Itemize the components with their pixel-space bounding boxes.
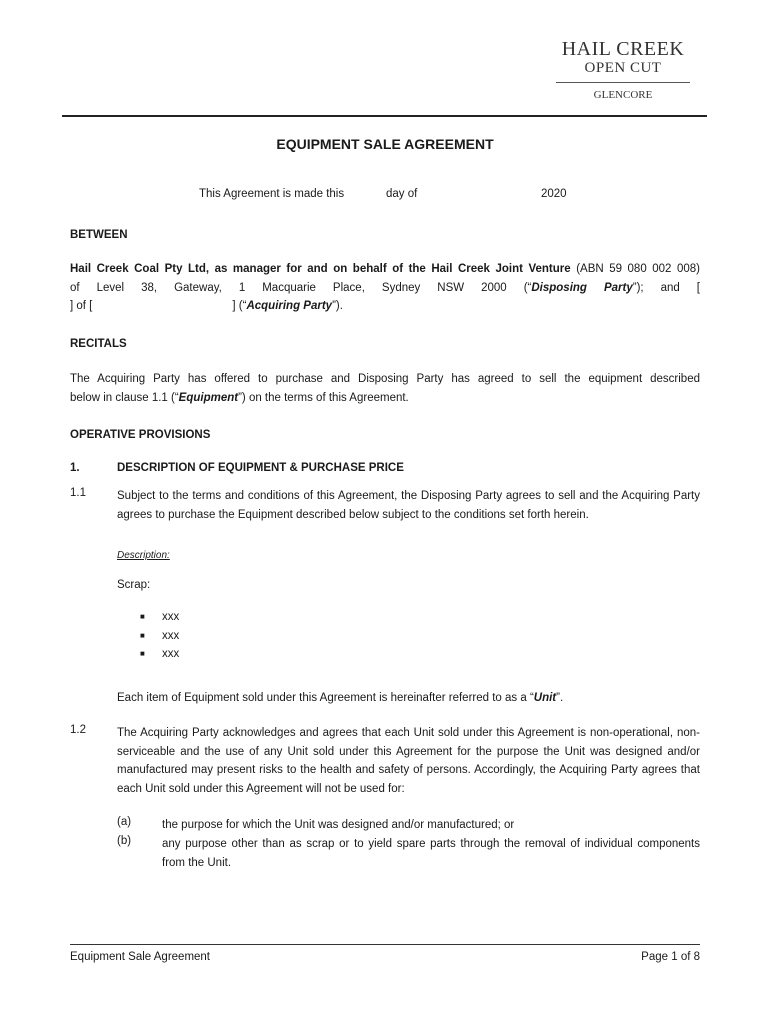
list-item-text: xxx [162, 629, 180, 642]
clause-1-1-number: 1.1 [70, 487, 86, 499]
quote-open: ] (“ [232, 300, 247, 312]
bullet-icon: ■ [140, 630, 145, 640]
abn: (ABN 59 080 002 008) [576, 263, 700, 275]
between-heading: BETWEEN [70, 229, 128, 241]
day-of-text: day of [386, 188, 418, 200]
document-title: EQUIPMENT SALE AGREEMENT [276, 136, 494, 152]
recitals-text-end: ”) on the terms of this Agreement. [238, 391, 409, 404]
unit-definition [117, 692, 563, 704]
parties-paragraph [70, 260, 700, 316]
equipment-term: Equipment [178, 391, 239, 404]
clause-1-2-a-label: (a) [117, 816, 132, 828]
made-this-text: This Agreement is made this [199, 188, 345, 200]
footer-page-number: Page 1 of 8 [641, 951, 700, 963]
clause-1-2-b-label: (b) [117, 835, 132, 847]
footer-document-name: Equipment Sale Agreement [70, 951, 211, 963]
scrap-label: Scrap: [117, 579, 151, 591]
footer-rule [70, 944, 700, 945]
acquiring-party-term: Acquiring Party [246, 300, 333, 312]
recitals-text-start: below in clause 1.1 (“ [70, 391, 179, 404]
recitals-heading: RECITALS [70, 338, 127, 350]
logo-line-3: GLENCORE [593, 89, 653, 101]
of-text: ] of [ [70, 300, 93, 312]
clause-1-2-number: 1.2 [70, 724, 86, 736]
clause-1-2-a-text: the purpose for which the Unit was designed and/or manufactured; or [162, 819, 515, 831]
operative-heading: OPERATIVE PROVISIONS [70, 429, 211, 441]
and-text: ”); and [ [632, 281, 700, 294]
address-text: of Level 38, Gateway, 1 Macquarie Place, Sydney NSW 2000 (“ [70, 281, 532, 294]
hail-creek-logo [548, 38, 698, 102]
bullet-icon: ■ [140, 649, 145, 658]
logo-divider [556, 82, 690, 83]
logo-line-2: OPEN CUT [584, 60, 662, 76]
parties-line-1 [70, 260, 700, 279]
logo-line-1: HAIL CREEK [561, 38, 685, 60]
header-rule [62, 115, 707, 117]
disposing-party-name: Hail Creek Coal Pty Ltd, as manager for and on behalf of the Hail Creek Joint Venture [70, 263, 571, 275]
section-1-heading: DESCRIPTION OF EQUIPMENT & PURCHASE PRICE [117, 462, 404, 474]
section-1-number: 1. [70, 462, 80, 474]
clause-1-2-b-text: any purpose other than as scrap or to yield spare parts through the removal of individual components from the Unit. [162, 838, 700, 869]
disposing-party-term: Disposing Party [531, 281, 633, 294]
parties-line-3 [70, 297, 700, 316]
description-label [117, 550, 170, 561]
unit-text-start: Each item of Equipment sold under this Agreement is hereinafter referred to as a “ [117, 692, 534, 704]
parties-line-2 [70, 279, 700, 298]
list-item [140, 608, 179, 627]
recitals-line-2 [70, 389, 700, 408]
quote-close: ”). [332, 300, 343, 312]
list-item [140, 627, 179, 646]
unit-text-end: ”. [556, 692, 564, 704]
recitals-line-1: The Acquiring Party has offered to purchase and Disposing Party has agreed to sell the equipment described [70, 373, 700, 385]
list-item-text: xxx [162, 611, 180, 623]
description-label-text: Description: [117, 550, 170, 561]
recitals-paragraph [70, 370, 700, 407]
clause-1-1-text: Subject to the terms and conditions of this Agreement, the Disposing Party agrees to sell and the Acquiring Party agrees to purchase the Equipment described below subject to the conditions set forth herein. [117, 490, 700, 521]
list-item [140, 645, 179, 664]
unit-term: Unit [533, 692, 557, 704]
scrap-item-list [140, 608, 179, 664]
year-text: 2020 [541, 188, 567, 200]
clause-1-2-text: The Acquiring Party acknowledges and agrees that each Unit sold under this Agreement is non-operational, non-serviceable and the use of any Unit sold under this Agreement for the purpose the Unit was designed and/or manufactured may present risks to the health and safety of persons. Accordingly, the Acquiring Party agrees that each Unit sold under this Agreement will not be used for: [117, 727, 700, 795]
bullet-icon: ■ [140, 612, 145, 621]
list-item-text: xxx [162, 648, 180, 660]
